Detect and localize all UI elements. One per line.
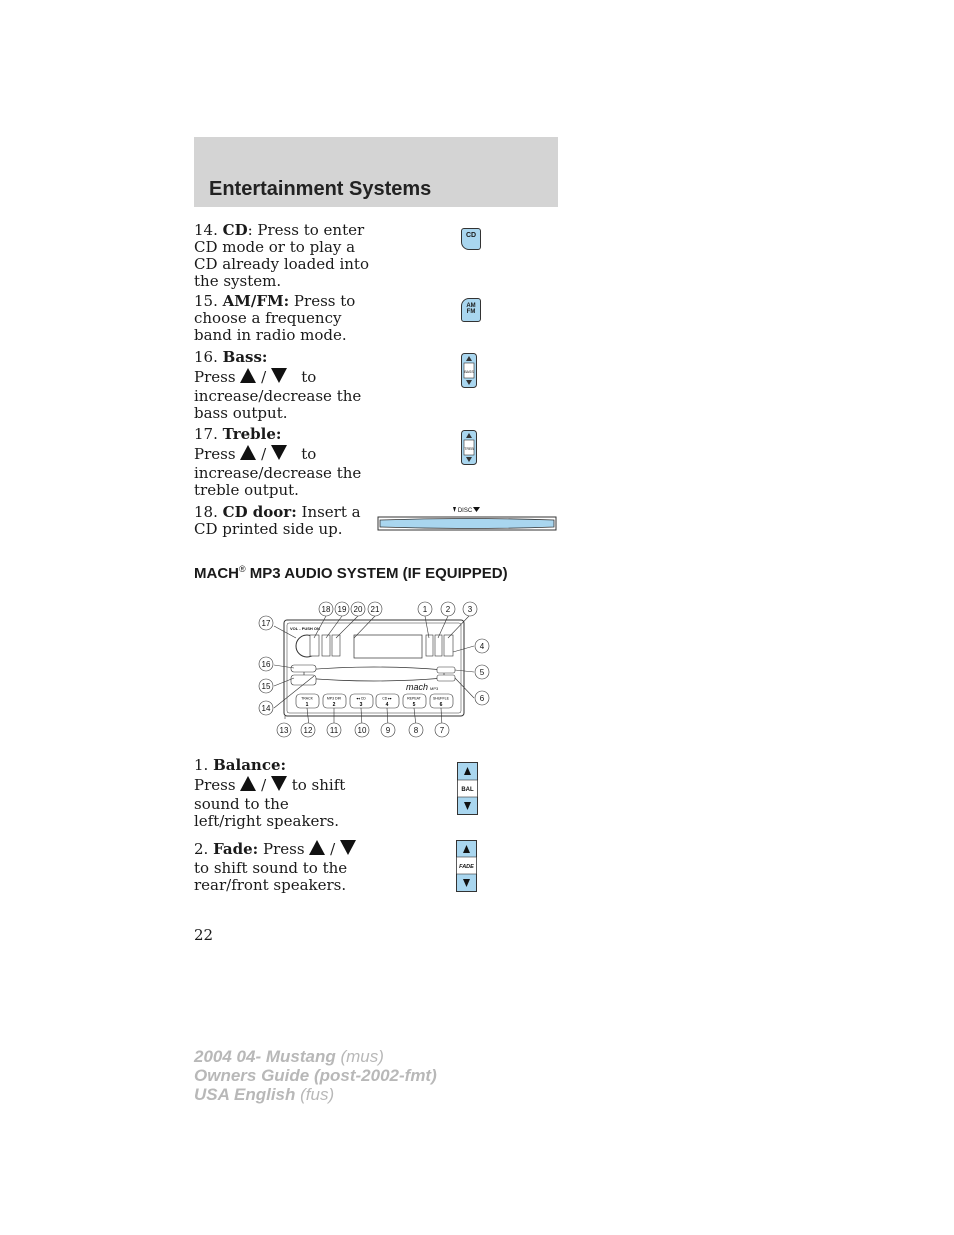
cd-icon-label: CD (465, 232, 477, 239)
down-arrow-icon (271, 776, 287, 791)
callout-label: 21 (370, 605, 380, 614)
treble-icon-label: TREB (464, 447, 474, 451)
item-description: Press to choose a frequency band in radio mode. (194, 292, 356, 344)
callout-label: 14 (261, 704, 271, 713)
press-text: Press (194, 445, 236, 463)
down-arrow-icon (271, 445, 287, 460)
document-footer (194, 1047, 437, 1104)
callout (441, 602, 455, 616)
preset-number: 2 (332, 702, 336, 708)
balance-icon-label: BAL (461, 787, 474, 793)
item-number: 16. (194, 348, 218, 366)
to-text: to (301, 445, 317, 463)
callout (259, 616, 273, 630)
callout (259, 679, 273, 693)
callout (435, 723, 449, 737)
callout (475, 691, 489, 705)
item-description: increase/decrease the treble output. (194, 464, 362, 499)
up-arrow-icon (240, 368, 256, 383)
cd-door-slot-icon (376, 504, 558, 534)
page-number: 22 (194, 926, 214, 944)
item-description: : Press to enter CD mode or to play a CD already loaded into the system. (194, 221, 369, 290)
callout (259, 701, 273, 715)
callout-label: 2 (445, 605, 451, 614)
callout (277, 723, 291, 737)
item-description: sound to the left/right speakers. (194, 795, 340, 830)
up-arrow-icon (309, 840, 325, 855)
slash-text: / (261, 776, 267, 794)
footer-model: 2004 04- Mustang (194, 1047, 336, 1066)
callout-label: 10 (357, 726, 367, 735)
item-label: Bass: (222, 348, 268, 366)
callout-label: 12 (303, 726, 313, 735)
item-label: CD door: (222, 503, 297, 521)
item-label: Balance: (213, 756, 287, 774)
item-bass (194, 349, 369, 422)
callout-label: 13 (279, 726, 289, 735)
press-text: Press (194, 776, 236, 794)
preset-label: SHUFFLE (433, 696, 449, 701)
callout (368, 602, 382, 616)
callout-label: 6 (479, 694, 485, 703)
callout (351, 602, 365, 616)
amfm-button-icon (461, 298, 481, 322)
section-heading (194, 564, 508, 582)
preset-label: REPEAT (407, 696, 421, 701)
callout (475, 639, 489, 653)
callout (381, 723, 395, 737)
fade-icon-label: FADE (459, 864, 474, 870)
callout-label: 9 (385, 726, 391, 735)
callout-label: 5 (479, 668, 485, 677)
callout-label: 16 (261, 660, 271, 669)
slash-text: / (261, 445, 267, 463)
item-cd-door (194, 504, 369, 538)
fade-rocker-icon (456, 840, 478, 894)
callout-label: 7 (439, 726, 445, 735)
callout (409, 723, 423, 737)
preset-number: 5 (412, 702, 416, 708)
item-number: 14. (194, 221, 218, 239)
disc-label: DISC (457, 508, 473, 514)
preset-label: ◂◂ CD (356, 696, 366, 701)
brand-sub-label: MP3 (430, 686, 439, 691)
fm-label: FM (466, 309, 476, 315)
callout-label: 1 (422, 605, 428, 614)
section-title-a: MACH (194, 565, 239, 582)
item-label: AM/FM: (222, 292, 290, 310)
callout (335, 602, 349, 616)
control-fade (194, 838, 394, 894)
item-amfm (194, 293, 369, 344)
callout-label: 15 (261, 682, 271, 691)
down-arrow-icon (271, 368, 287, 383)
callout-label: 20 (353, 605, 363, 614)
callout (319, 602, 333, 616)
preset-number: 4 (385, 702, 389, 708)
callout (327, 723, 341, 737)
slash-text: / (330, 840, 336, 858)
bass-icon-label: BASS (464, 370, 474, 374)
callout (301, 723, 315, 737)
footer-language-code: (fus) (295, 1085, 335, 1104)
balance-rocker-icon (457, 762, 479, 816)
footer-guide: Owners Guide (post-2002-fmt) (194, 1066, 437, 1085)
item-label: Treble: (222, 425, 282, 443)
am-label: AM (466, 303, 476, 309)
callout-label: 3 (467, 605, 473, 614)
item-number: 17. (194, 425, 218, 443)
brand-logo: mach (406, 682, 429, 692)
callout-label: 18 (321, 605, 331, 614)
down-arrow-icon (340, 840, 356, 855)
bass-rocker-icon (461, 353, 479, 389)
footer-model-code: (mus) (335, 1047, 384, 1066)
item-description: to shift sound to the rear/front speakers. (194, 859, 348, 894)
item-cd (194, 222, 369, 290)
cd-button-icon (461, 228, 481, 250)
footer-language: USA English (194, 1085, 296, 1104)
inline-text: to shift (291, 776, 346, 794)
press-text: Press (194, 368, 236, 386)
page-title: Entertainment Systems (209, 178, 432, 200)
slash-text: / (261, 368, 267, 386)
preset-button (350, 694, 373, 708)
section-title-b: MP3 AUDIO SYSTEM (IF EQUIPPED) (245, 565, 508, 582)
callout-label: 17 (261, 619, 271, 628)
preset-label: MP3 DIR (326, 696, 342, 701)
callout-label: 4 (479, 642, 485, 651)
radio-diagram (254, 598, 494, 744)
item-number: 15. (194, 292, 218, 310)
up-arrow-icon (240, 445, 256, 460)
to-text: to (301, 368, 317, 386)
item-number: 18. (194, 503, 218, 521)
control-balance (194, 757, 394, 830)
item-description: increase/decrease the bass output. (194, 387, 362, 422)
press-text: Press (258, 840, 305, 858)
callout-label: 8 (413, 726, 419, 735)
preset-number: 1 (305, 702, 309, 708)
preset-button (296, 694, 319, 708)
preset-number: 6 (439, 702, 443, 708)
callout (259, 657, 273, 671)
preset-button (403, 694, 426, 708)
item-treble (194, 426, 369, 499)
volume-knob-label: VOL - PUSH ON (290, 626, 320, 631)
registered-mark: ® (239, 564, 246, 574)
item-label: Fade: (213, 840, 259, 858)
callout-label: 19 (337, 605, 347, 614)
item-number: 2. (194, 840, 209, 858)
preset-button (376, 694, 399, 708)
preset-button (430, 694, 453, 708)
preset-label: TRACK (301, 696, 313, 701)
item-number: 1. (194, 756, 209, 774)
callout (475, 665, 489, 679)
preset-number: 3 (359, 702, 363, 708)
up-arrow-icon (240, 776, 256, 791)
callout-label: 11 (329, 726, 339, 735)
preset-label: CD ▸▸ (382, 696, 392, 701)
item-label: CD (222, 221, 248, 239)
preset-button (323, 694, 346, 708)
callout (463, 602, 477, 616)
treble-rocker-icon (461, 430, 479, 466)
callout (355, 723, 369, 737)
callout (418, 602, 432, 616)
item-description: Insert a CD printed side up. (194, 503, 361, 538)
